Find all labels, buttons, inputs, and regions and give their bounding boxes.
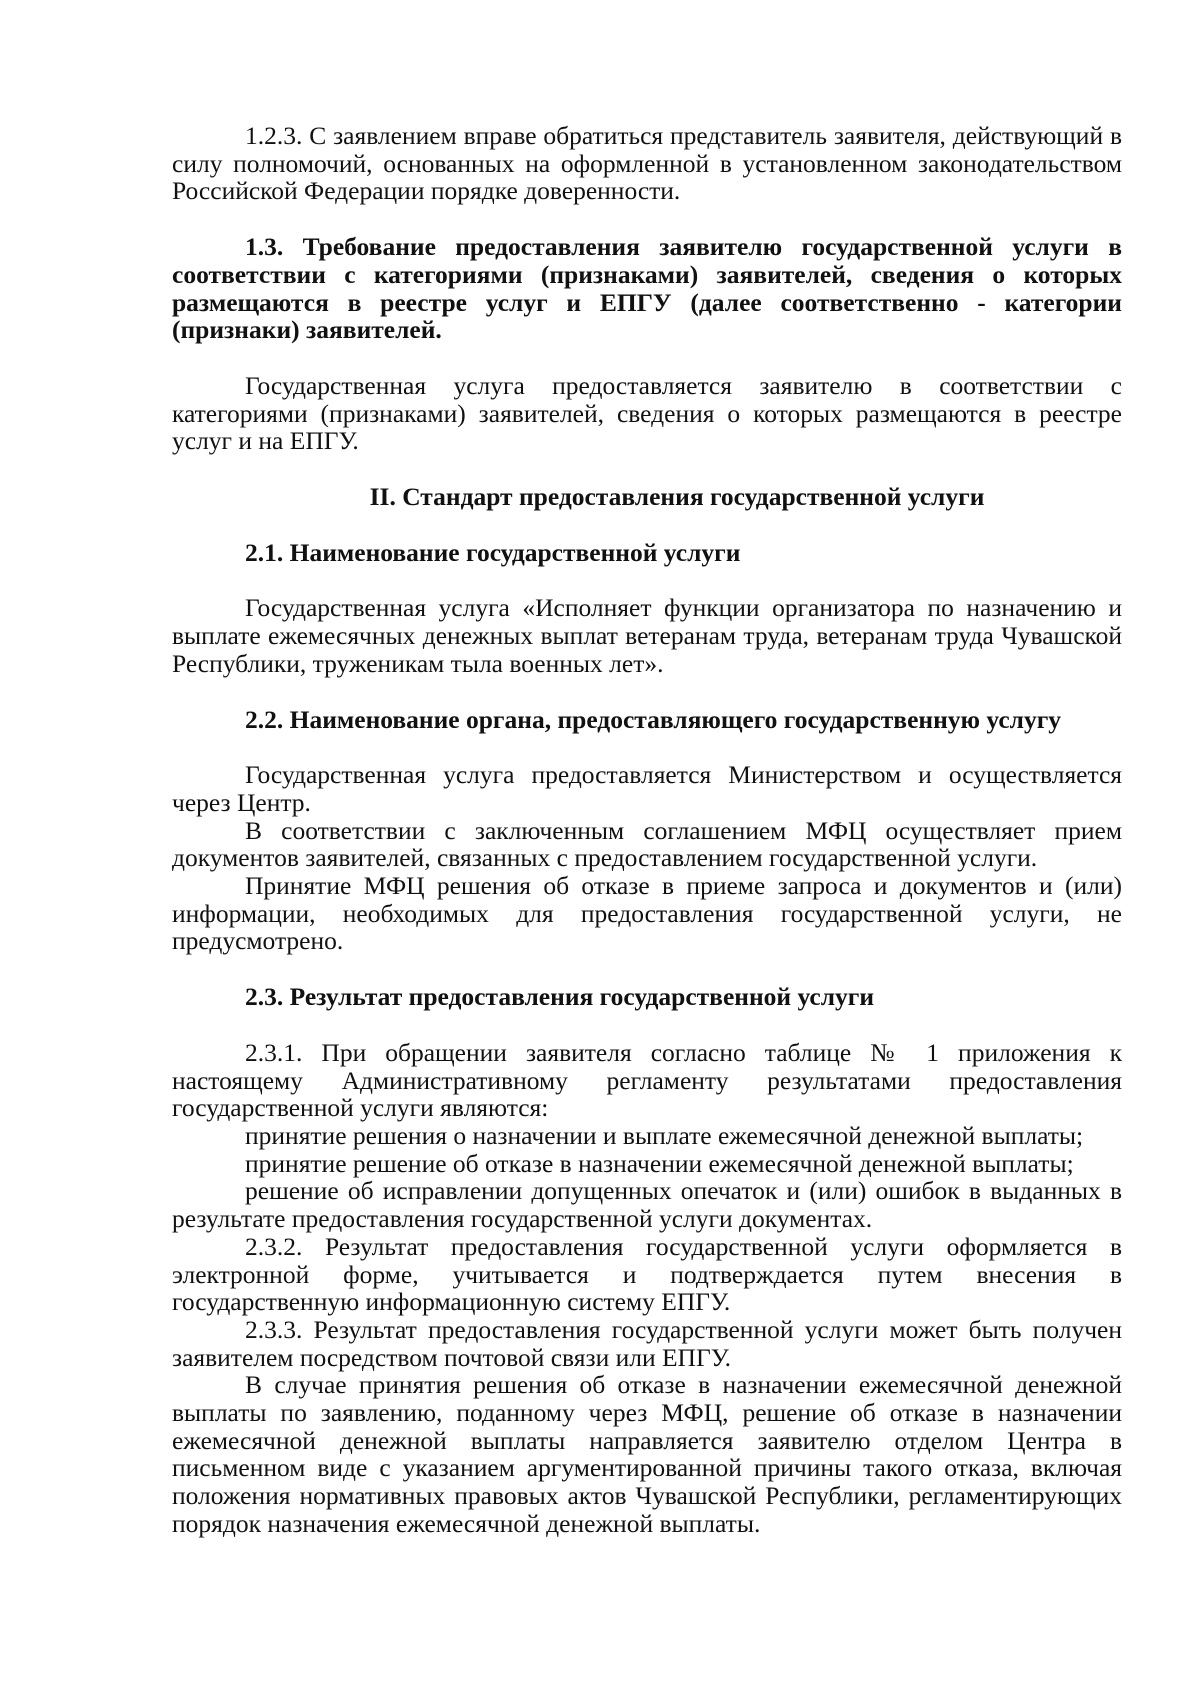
spacer	[172, 1011, 1122, 1039]
section-2-title: II. Стандарт предоставления государственной услуги	[369, 482, 985, 512]
paragraph-2-3-2: 2.3.2. Результат предоставления государственной услуги оформляется в электронной форме, учитывается и подтверждается путем внесения в государственную информационную систему ЕПГУ.	[172, 1231, 1122, 1317]
spacer	[172, 566, 1122, 594]
heading-2-2: 2.2. Наименование органа, предоставляющего государственную услугу	[245, 704, 1062, 734]
paragraph-2-3-3-b: В случае принятия решения об отказе в назначении ежемесячной денежной выплаты по заявлению, поданному через МФЦ, решение об отказе в назначении ежемесячной денежной выплаты направляется заявителю отделом Центра в письменном виде с указанием аргументированной причины такого отказа, включая положения нормативных правовых актов Чувашской Республики, регламентирующих порядок назначения ежемесячной денежной выплаты.	[172, 1370, 1122, 1538]
paragraph-2-3-1: 2.3.1. При обращении заявителя согласно таблице № 1 приложения к настоящему Административному регламенту результатами предоставления государственной услуги являются:	[172, 1037, 1122, 1123]
spacer	[172, 511, 1122, 539]
spacer	[172, 205, 1122, 233]
paragraph-2-3-1-b: принятие решение об отказе в назначении ежемесячной денежной выплаты;	[245, 1148, 1074, 1178]
paragraph-1-2-3: 1.2.3. С заявлением вправе обратиться представитель заявителя, действующий в силу полномочий, основанных на оформленной в установленном законодательством Российской Федерации порядке доверенности.	[172, 121, 1122, 206]
spacer	[172, 733, 1122, 761]
heading-1-3: 1.3. Требование предоставления заявителю государственной услуги в соответствии с категориями (признаками) заявителей, сведения о которых размещаются в реестре услуг и ЕПГУ (далее соответственно - категории (признаки) заявителей.	[172, 232, 1122, 345]
paragraph-2-2-b: В соответствии с заключенным соглашением МФЦ осуществляет прием документов заявителей, связанных с предоставлением государственной услуги.	[172, 815, 1122, 873]
heading-2-3: 2.3. Результат предоставления государственной услуги	[245, 982, 875, 1012]
heading-2-1: 2.1. Наименование государственной услуги	[245, 537, 741, 567]
paragraph-2-3-3: 2.3.3. Результат предоставления государственной услуги может быть получен заявителем посредством почтовой связи или ЕПГУ.	[172, 1314, 1122, 1372]
spacer	[172, 455, 1122, 483]
paragraph-2-2-c: Принятие МФЦ решения об отказе в приеме запроса и документов и (или) информации, необходимых для предоставления государственной услуги, не предусмотрено.	[172, 871, 1122, 956]
paragraph-2-1: Государственная услуга «Исполняет функции организатора по назначению и выплате ежемесячных денежных выплат ветеранам труда, ветеранам труда Чувашской Республики, труженикам тыла военных лет».	[172, 593, 1122, 678]
paragraph-1-3: Государственная услуга предоставляется заявителю в соответствии с категориями (признаками) заявителей, сведения о которых размещаются в реестре услуг и на ЕПГУ.	[172, 370, 1122, 456]
paragraph-2-3-1-c: решение об исправлении допущенных опечаток и (или) ошибок в выданных в результате предоставления государственной услуги документах.	[172, 1176, 1122, 1234]
paragraph-2-3-1-a: принятие решения о назначении и выплате ежемесячной денежной выплаты;	[245, 1120, 1084, 1150]
document-page	[172, 122, 1122, 1538]
spacer	[172, 678, 1122, 706]
paragraph-2-2-a: Государственная услуга предоставляется Министерством и осуществляется через Центр.	[172, 760, 1122, 817]
spacer	[172, 344, 1122, 372]
spacer	[172, 955, 1122, 983]
